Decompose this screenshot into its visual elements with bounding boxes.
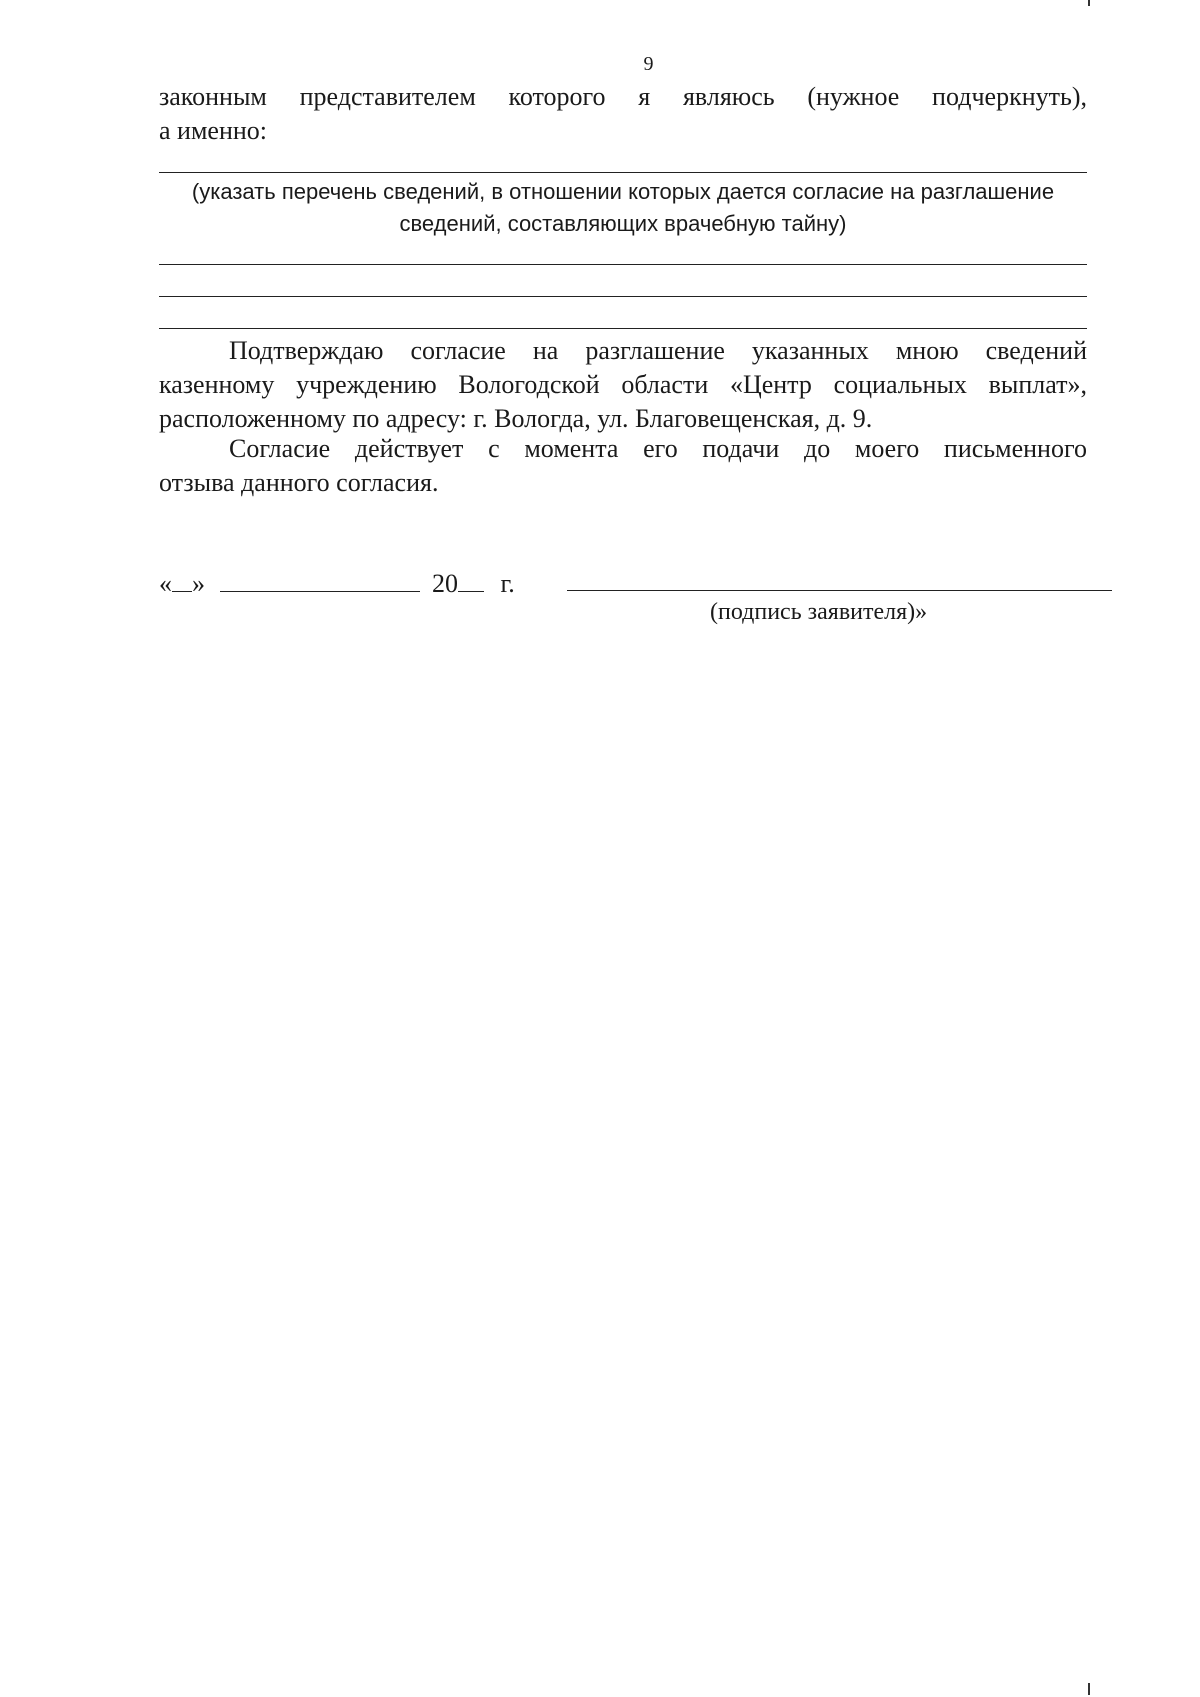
intro-paragraph — [159, 80, 1087, 148]
fill-line-4[interactable] — [159, 328, 1087, 329]
confirmation-line-3: расположенному по адресу: г. Вологда, ул. Благовещенская, д. 9. — [159, 404, 873, 433]
hint-caption — [159, 176, 1087, 240]
fill-line-1[interactable] — [159, 172, 1087, 173]
intro-line-1: законным представителем которого я являюсь (нужное подчеркнуть), — [159, 82, 1087, 111]
confirmation-line-2: казенному учреждению Вологодской области «Центр социальных выплат», — [159, 370, 1087, 399]
validity-line-2: отзыва данного согласия. — [159, 468, 439, 497]
date-close-quote: » — [192, 569, 205, 598]
hint-line-2: сведений, составляющих врачебную тайну) — [399, 211, 847, 236]
year-prefix: 20 — [432, 569, 458, 598]
month-blank[interactable] — [220, 565, 420, 592]
date-open-quote: « — [159, 569, 172, 598]
scan-edge-mark-top — [1088, 0, 1090, 6]
confirmation-line-1: Подтверждаю согласие на разглашение указанных мною сведений — [229, 336, 1087, 365]
confirmation-paragraph — [159, 334, 1087, 436]
year-blank[interactable] — [458, 565, 484, 592]
fill-line-3[interactable] — [159, 296, 1087, 297]
fill-line-2[interactable] — [159, 264, 1087, 265]
day-blank[interactable] — [172, 565, 192, 592]
signature-caption: (подпись заявителя)» — [710, 599, 928, 625]
signature-line[interactable] — [567, 590, 1112, 591]
date-field — [159, 565, 515, 599]
hint-line-1: (указать перечень сведений, в отношении которых дается согласие на разглашение — [191, 179, 1055, 204]
scan-edge-mark-bottom — [1088, 1683, 1090, 1695]
year-suffix: г. — [500, 569, 515, 598]
validity-paragraph — [159, 432, 1087, 500]
validity-line-1: Согласие действует с момента его подачи до моего письменного — [229, 434, 1087, 463]
intro-line-2: а именно: — [159, 116, 267, 145]
page-number: 9 — [643, 53, 654, 75]
